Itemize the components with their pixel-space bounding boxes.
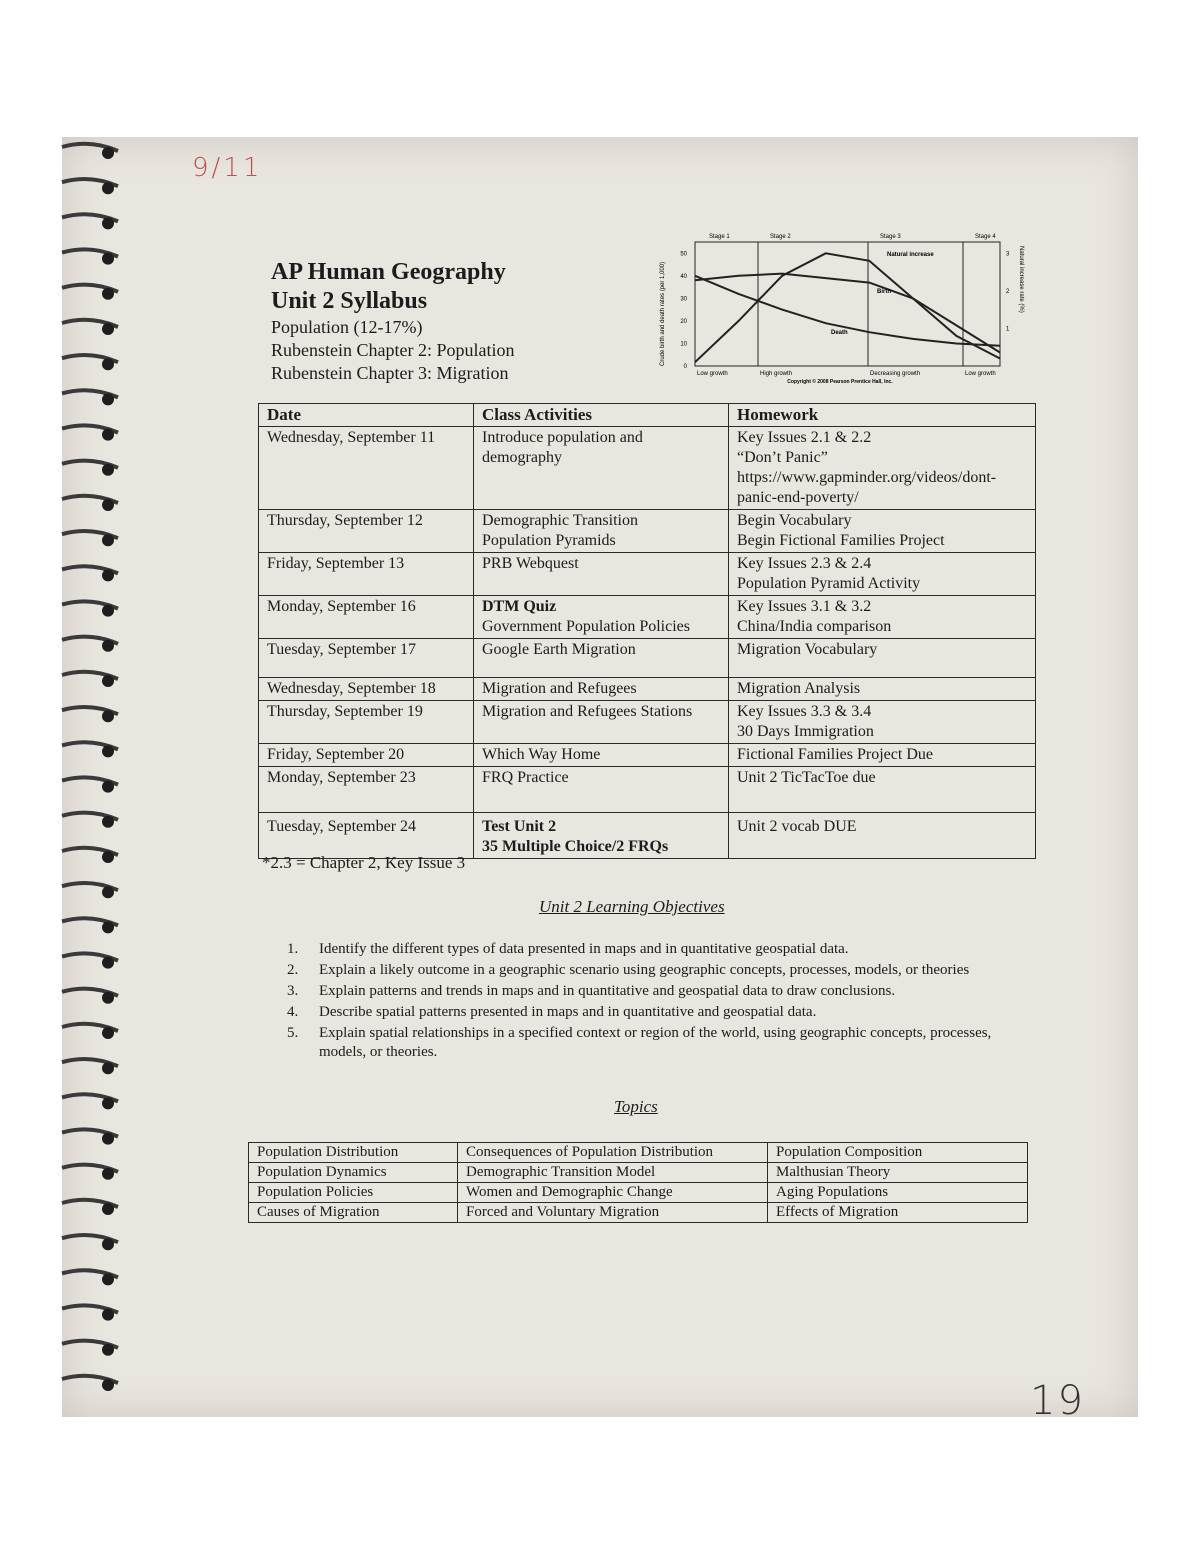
date-cell: Wednesday, September 18 — [259, 678, 474, 701]
homework-cell: Unit 2 vocab DUE — [729, 813, 1036, 859]
footnote: *2.3 = Chapter 2, Key Issue 3 — [262, 853, 466, 872]
binding-ring — [62, 1341, 118, 1356]
topic-cell: Women and Demographic Change — [458, 1183, 768, 1203]
activity-cell: Demographic Transition Population Pyramids — [474, 510, 729, 553]
binding-ring — [62, 707, 118, 722]
list-item: 2. Explain a likely outcome in a geographic scenario using geographic concepts, processes, models, or theories — [287, 962, 970, 978]
list-item: 5. Explain spatial relationships in a specified context or region of the world, using geographic concepts, processes, models, or theories. — [287, 1025, 992, 1060]
chart-y-axis-label: Crude birth and death rates (per 1,000) — [660, 261, 666, 366]
stage-label: Stage 2 — [770, 234, 791, 240]
activity-cell: Which Way Home — [474, 744, 729, 767]
activity-cell: FRQ Practice — [474, 767, 729, 813]
topic-cell: Effects of Migration — [768, 1203, 1028, 1223]
topic-cell: Forced and Voluntary Migration — [458, 1203, 768, 1223]
chart-y2-axis-label: Natural increase rate (%) — [1018, 246, 1024, 313]
binding-ring — [62, 1305, 118, 1320]
date-cell: Wednesday, September 11 — [259, 427, 474, 510]
list-item: 1. Identify the different types of data presented in maps and in quantitative geospatial data. — [287, 941, 849, 957]
y2-tick-label: 3 — [1006, 251, 1010, 258]
table-row — [259, 744, 1036, 767]
chapter-3-ref: Rubenstein Chapter 3: Migration — [271, 363, 509, 383]
topic-cell: Demographic Transition Model — [458, 1163, 768, 1183]
date-cell: Friday, September 13 — [259, 553, 474, 596]
date-header: Date — [259, 404, 474, 427]
schedule-header-row — [259, 404, 1036, 427]
document-title: AP Human Geography — [271, 259, 506, 285]
handwritten-page-number: 19 — [1030, 1378, 1085, 1424]
homework-cell: Fictional Families Project Due — [729, 744, 1036, 767]
series-label: Death — [831, 330, 848, 336]
table-row — [249, 1203, 1028, 1223]
binding-ring — [62, 496, 118, 511]
binding-ring — [62, 637, 118, 652]
date-cell: Tuesday, September 24 — [259, 813, 474, 859]
stage-growth-label: Low growth — [697, 371, 728, 377]
handwritten-date: 9/11 — [192, 153, 263, 183]
date-cell: Thursday, September 19 — [259, 701, 474, 744]
table-row — [249, 1183, 1028, 1203]
activity-cell: DTM Quiz Government Population Policies — [474, 596, 729, 639]
binding-ring — [62, 601, 118, 616]
activities-header: Class Activities — [474, 404, 729, 427]
binding-ring — [62, 1200, 118, 1215]
binding-ring — [62, 461, 118, 476]
chapter-2-ref: Rubenstein Chapter 2: Population — [271, 340, 515, 360]
binding-ring — [62, 566, 118, 581]
y-tick-label: 50 — [680, 251, 687, 258]
topic-cell: Causes of Migration — [249, 1203, 458, 1223]
homework-cell: Unit 2 TicTacToe due — [729, 767, 1036, 813]
binding-ring — [62, 672, 118, 687]
homework-cell: Key Issues 3.3 & 3.4 30 Days Immigration — [729, 701, 1036, 744]
binding-ring — [62, 249, 118, 264]
table-row — [259, 678, 1036, 701]
homework-cell: Key Issues 2.1 & 2.2 “Don’t Panic” https://www.gapminder.org/videos/dont- panic-end-poverty/ — [729, 427, 1036, 510]
table-row — [259, 639, 1036, 678]
binding-ring — [62, 179, 118, 194]
homework-header: Homework — [729, 404, 1036, 427]
y2-tick-label: 2 — [1006, 288, 1010, 295]
y-tick-label: 40 — [680, 273, 687, 280]
spiral-binding — [60, 137, 140, 1417]
binding-ring — [62, 742, 118, 757]
binding-ring — [62, 1270, 118, 1285]
date-cell: Friday, September 20 — [259, 744, 474, 767]
homework-cell: Migration Vocabulary — [729, 639, 1036, 678]
stage-growth-label: Low growth — [965, 371, 996, 377]
homework-cell: Key Issues 2.3 & 2.4 Population Pyramid Activity — [729, 553, 1036, 596]
table-row — [259, 813, 1036, 859]
birth-line — [695, 274, 1000, 353]
binding-ring — [62, 531, 118, 546]
homework-cell: Begin Vocabulary Begin Fictional Families Project — [729, 510, 1036, 553]
binding-ring — [62, 1235, 118, 1250]
binding-ring — [62, 989, 118, 1004]
table-row — [249, 1163, 1028, 1183]
binding-ring — [62, 214, 118, 229]
binding-ring — [62, 1129, 118, 1144]
activity-cell: Migration and Refugees Stations — [474, 701, 729, 744]
date-cell: Tuesday, September 17 — [259, 639, 474, 678]
activity-cell: Migration and Refugees — [474, 678, 729, 701]
stage-label: Stage 3 — [880, 234, 901, 240]
y-tick-label: 20 — [680, 318, 687, 325]
topic-cell: Consequences of Population Distribution — [458, 1143, 768, 1163]
stage-label: Stage 1 — [709, 234, 730, 240]
homework-cell: Key Issues 3.1 & 3.2 China/India comparison — [729, 596, 1036, 639]
binding-ring — [62, 390, 118, 405]
binding-ring — [62, 848, 118, 863]
table-row — [259, 553, 1036, 596]
homework-cell: Migration Analysis — [729, 678, 1036, 701]
stage-label: Stage 4 — [975, 234, 996, 240]
document-subtitle: Unit 2 Syllabus — [271, 288, 428, 314]
binding-ring — [62, 285, 118, 300]
y-tick-label: 0 — [683, 364, 687, 370]
binding-ring — [62, 813, 118, 828]
topic-cell: Population Policies — [249, 1183, 458, 1203]
demographic-transition-chart — [655, 216, 1025, 398]
series-label: Natural increase — [887, 252, 934, 258]
activity-cell: Introduce population and demography — [474, 427, 729, 510]
natural-increase-line — [695, 253, 1000, 362]
activity-cell: PRB Webquest — [474, 553, 729, 596]
topics-table — [248, 1142, 1028, 1223]
topic-cell: Population Dynamics — [249, 1163, 458, 1183]
binding-ring — [62, 425, 118, 440]
activity-cell: Google Earth Migration — [474, 639, 729, 678]
binding-ring — [62, 355, 118, 370]
binding-ring — [62, 883, 118, 898]
binding-ring — [62, 1024, 118, 1039]
schedule-table — [258, 403, 1036, 859]
binding-ring — [62, 1094, 118, 1109]
objectives-heading: Unit 2 Learning Objectives — [539, 897, 725, 916]
objectives-list — [287, 940, 1017, 1064]
date-cell: Monday, September 23 — [259, 767, 474, 813]
topic-cell: Aging Populations — [768, 1183, 1028, 1203]
series-label: Birth — [877, 289, 891, 295]
table-row — [259, 596, 1036, 639]
stage-growth-label: High growth — [760, 371, 793, 377]
list-item: 4. Describe spatial patterns presented in maps and in quantitative and geospatial data. — [287, 1004, 817, 1020]
date-cell: Monday, September 16 — [259, 596, 474, 639]
table-row — [259, 510, 1036, 553]
table-row — [259, 767, 1036, 813]
binding-ring — [62, 777, 118, 792]
binding-ring — [62, 1376, 118, 1391]
date-cell: Thursday, September 12 — [259, 510, 474, 553]
binding-ring — [62, 1059, 118, 1074]
y2-tick-label: 1 — [1006, 326, 1010, 333]
binding-ring — [62, 1165, 118, 1180]
topic-cell: Malthusian Theory — [768, 1163, 1028, 1183]
binding-ring — [62, 320, 118, 335]
population-weight: Population (12-17%) — [271, 317, 423, 337]
activity-cell: Test Unit 2 35 Multiple Choice/2 FRQs — [474, 813, 729, 859]
binding-ring — [62, 144, 118, 159]
stage-growth-label: Decreasing growth — [870, 371, 921, 377]
y-tick-label: 30 — [680, 296, 687, 303]
topics-heading: Topics — [614, 1097, 658, 1116]
binding-ring — [62, 918, 118, 933]
y-tick-label: 10 — [680, 341, 687, 348]
chart-copyright: Copyright © 2008 Pearson Prentice Hall, Inc. — [787, 379, 893, 385]
table-row — [249, 1143, 1028, 1163]
topic-cell: Population Distribution — [249, 1143, 458, 1163]
title-block — [271, 258, 514, 385]
chart-frame — [695, 242, 1000, 366]
list-item: 3. Explain patterns and trends in maps and in quantitative and geospatial data to draw conclusions. — [287, 983, 896, 999]
table-row — [259, 701, 1036, 744]
topic-cell: Population Composition — [768, 1143, 1028, 1163]
binding-ring — [62, 953, 118, 968]
table-row — [259, 427, 1036, 510]
